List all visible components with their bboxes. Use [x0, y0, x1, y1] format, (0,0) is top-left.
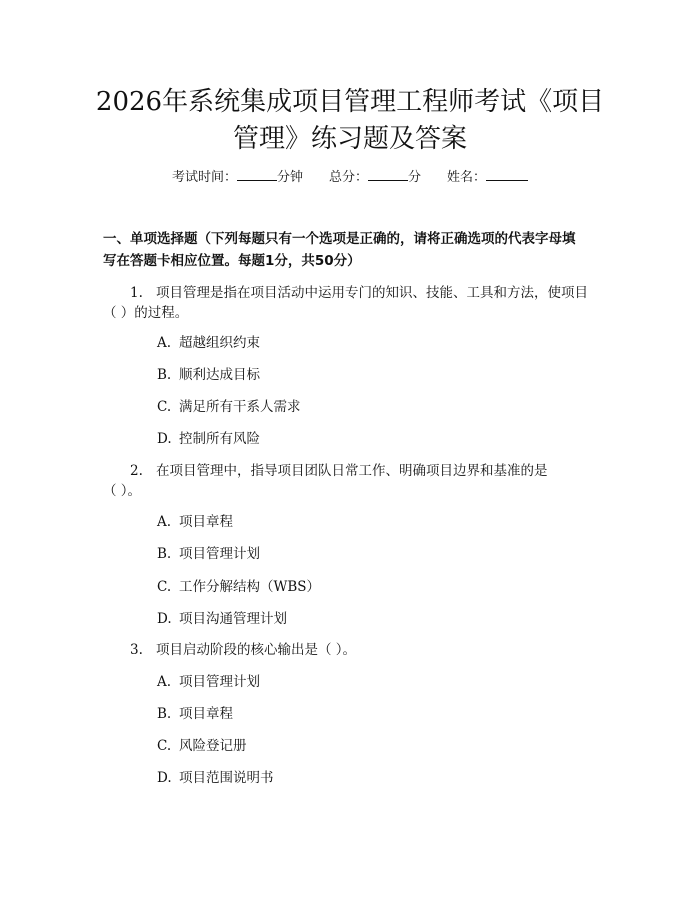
question-1-option-d: D. 控制所有风险	[157, 431, 260, 447]
question-2-option-b: B. 项目管理计划	[157, 546, 260, 562]
question-3-number: 3.	[130, 642, 143, 658]
question-2-number: 2.	[130, 463, 143, 479]
section-heading-line-1: 一、单项选择题（下列每题只有一个选项是正确的，请将正确选项的代表字母填	[103, 231, 576, 247]
question-3-stem: 项目启动阶段的核心输出是（ ）。	[156, 642, 357, 658]
exam-time-blank	[237, 168, 277, 181]
question-3-option-d: D. 项目范围说明书	[157, 770, 274, 786]
question-1-option-c: C. 满足所有干系人需求	[157, 399, 301, 415]
document-title-line-1: 2026年系统集成项目管理工程师考试《项目	[95, 87, 605, 117]
question-2-option-d: D. 项目沟通管理计划	[157, 611, 287, 627]
section-heading-line-2: 写在答题卡相应位置。每题1分，共50分）	[103, 253, 361, 269]
question-2-option-c: C. 工作分解结构（WBS）	[157, 579, 321, 595]
total-score-blank	[368, 168, 408, 181]
name-blank	[486, 168, 528, 181]
exam-time-label: 考试时间：	[171, 170, 237, 185]
question-2-line-2: （ ）。	[103, 483, 142, 499]
name-label: 姓名：	[447, 170, 487, 185]
question-3-option-a: A. 项目管理计划	[157, 674, 260, 690]
exam-info-line	[0, 168, 700, 187]
question-2-option-a: A. 项目章程	[157, 514, 233, 530]
document-title-line-2: 管理》练习题及答案	[232, 124, 467, 154]
question-1-option-b: B. 顺利达成目标	[157, 367, 260, 383]
question-2-stem: 在项目管理中，指导项目团队日常工作、明确项目边界和基准的是	[156, 463, 548, 479]
total-score-label: 总分：	[328, 170, 368, 185]
question-3-option-b: B. 项目章程	[157, 706, 233, 722]
exam-time-unit: 分钟	[276, 170, 303, 185]
question-1-line-1	[130, 283, 588, 303]
total-score-unit: 分	[408, 170, 422, 185]
question-1-line-2: （ ）的过程。	[103, 305, 189, 321]
question-3-option-c: C. 风险登记册	[157, 738, 247, 754]
question-1-number: 1.	[130, 285, 143, 301]
question-2-line-1	[130, 461, 548, 481]
question-1-option-a: A. 超越组织约束	[157, 335, 260, 351]
question-1-stem: 项目管理是指在项目活动中运用专门的知识、技能、工具和方法，使项目	[156, 285, 588, 301]
question-3-line-1	[130, 640, 356, 660]
